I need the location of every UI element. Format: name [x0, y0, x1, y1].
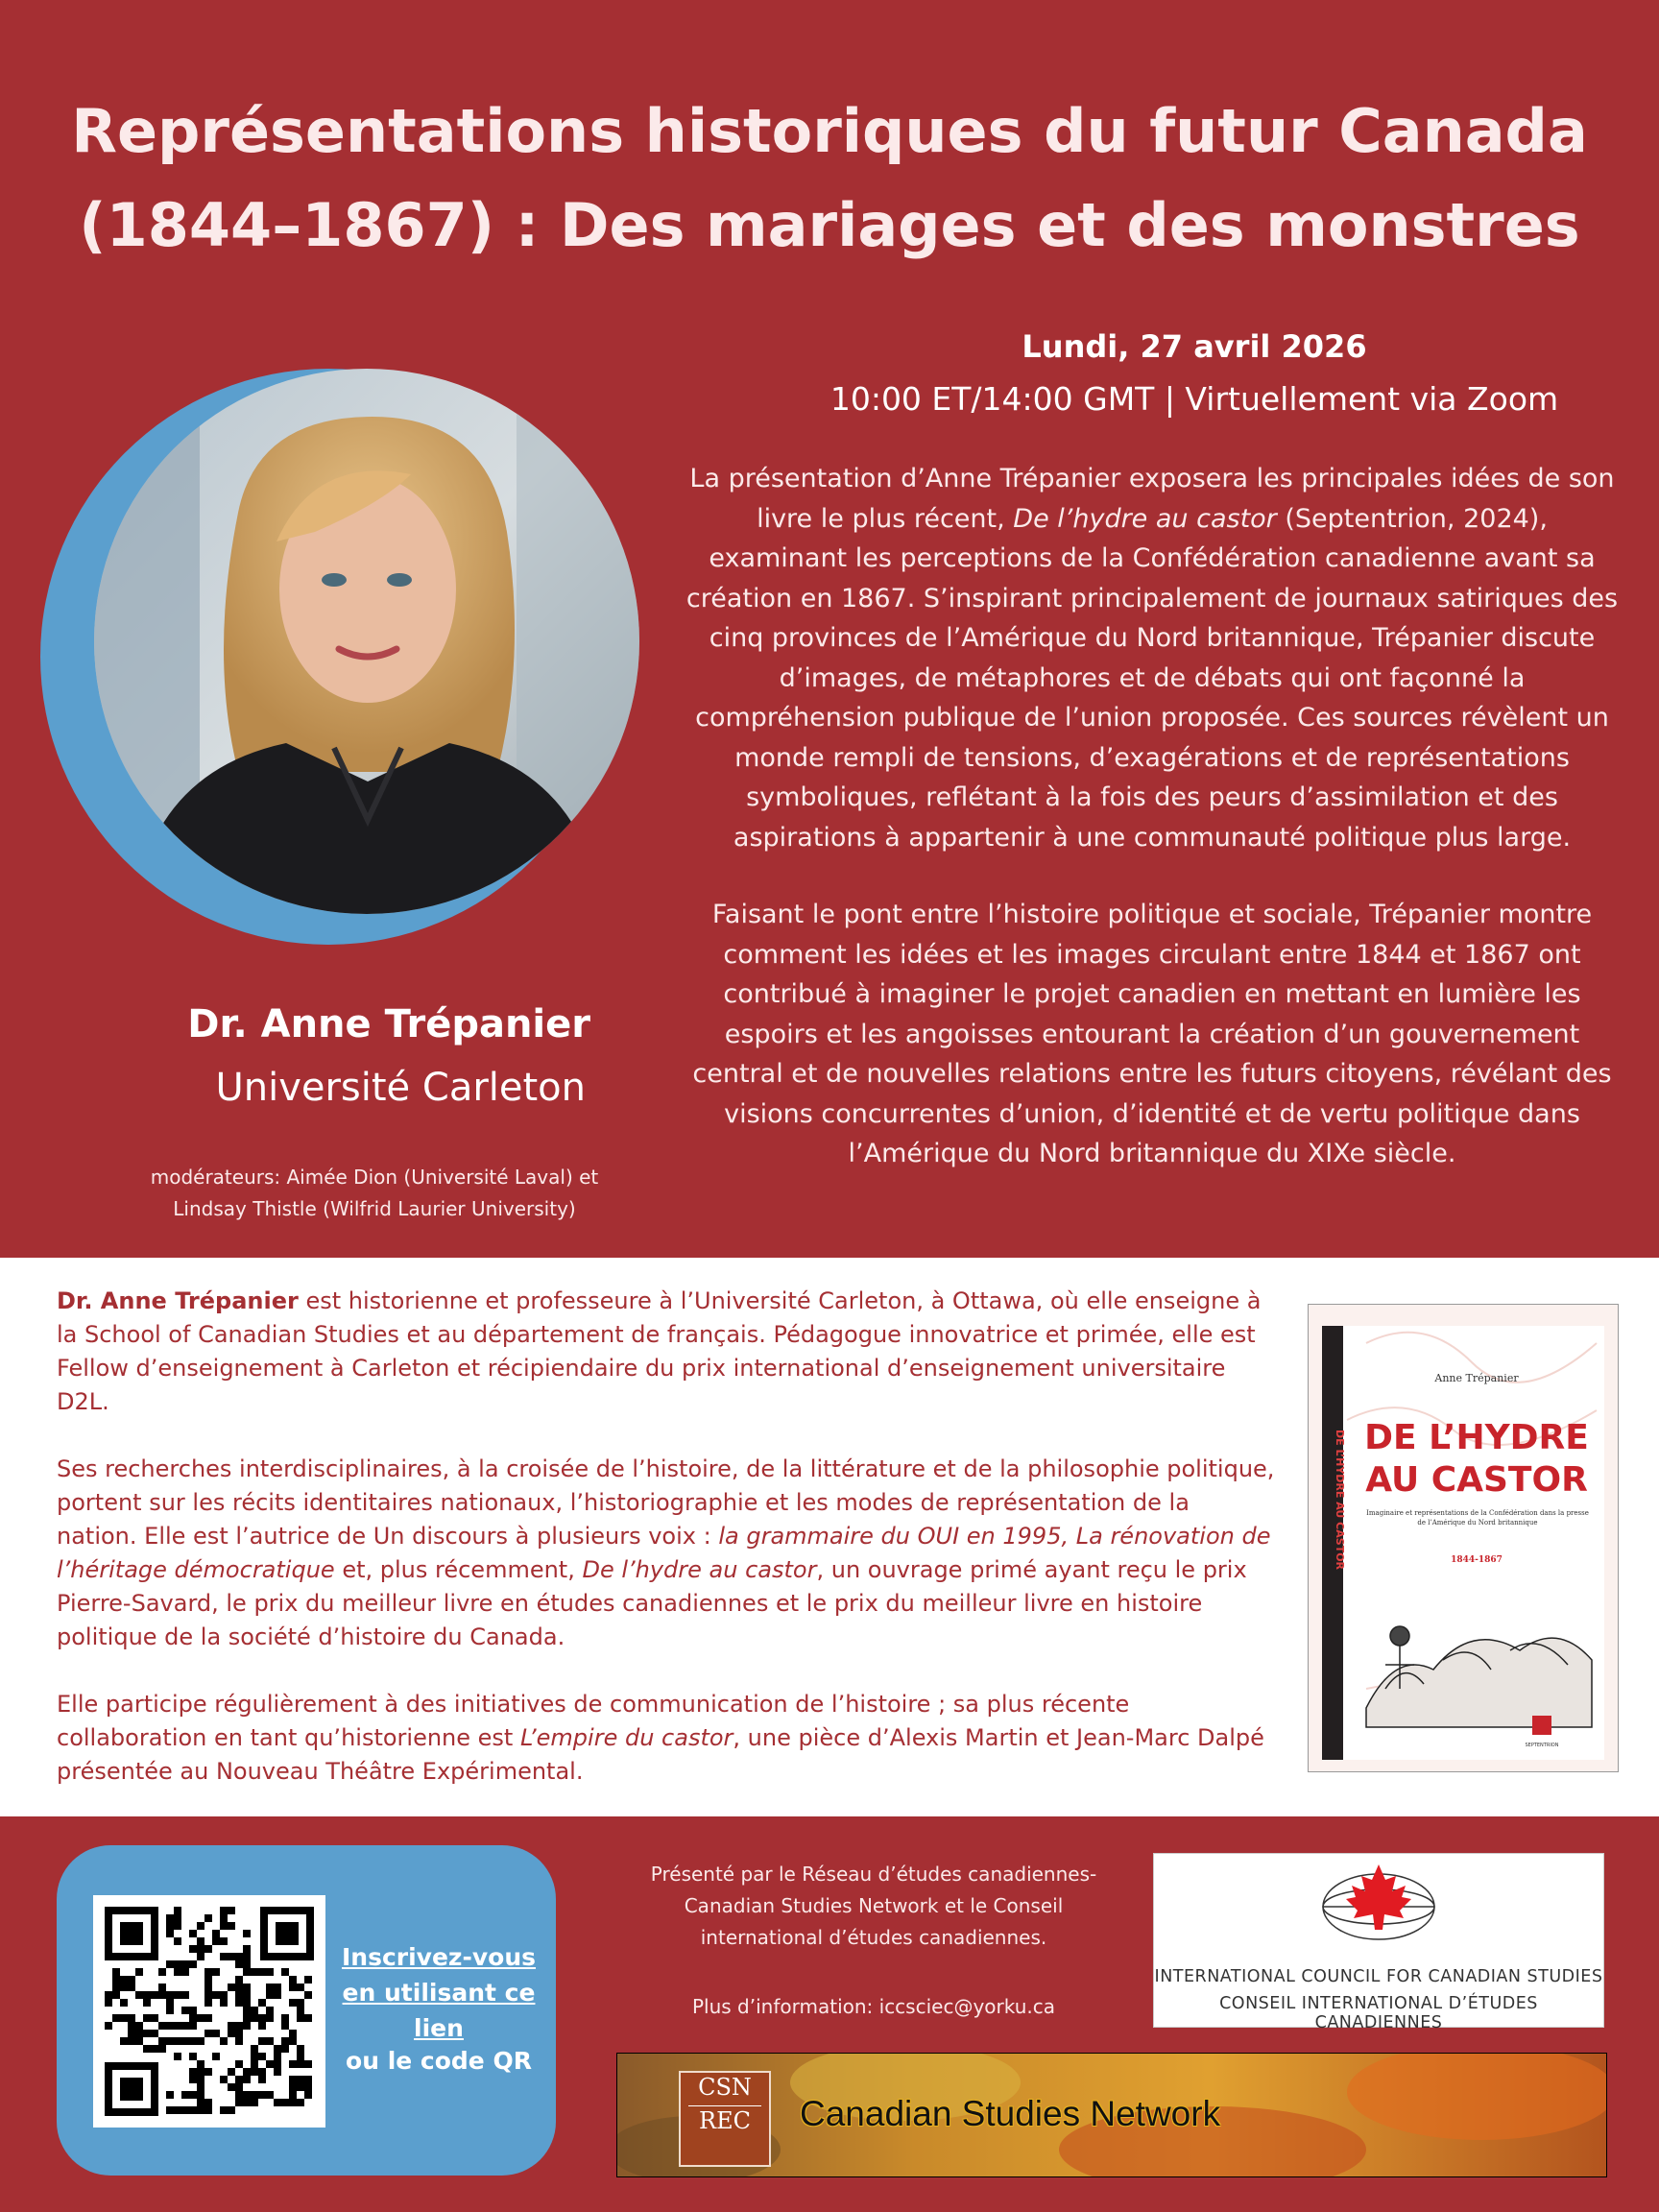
bio-p2-d: De l’hydre au castor	[582, 1556, 817, 1583]
iccs-logo	[1153, 1853, 1604, 2032]
speaker-name: Dr. Anne Trépanier	[187, 1002, 590, 1046]
iccs-name-fr: CONSEIL INTERNATIONAL D’ÉTUDES CANADIENNES	[1219, 1994, 1538, 2032]
bio-p3-b: L’empire du castor	[519, 1724, 733, 1751]
event-date: Lundi, 27 avril 2026	[1022, 328, 1367, 365]
book-title-line-1: DE L’HYDRE	[1364, 1418, 1589, 1457]
bio-p2-a: Ses recherches interdisciplinaires, à la croisée de l’histoire, de la littérature et de la philosophie politique, portent sur les récits identitaires nationaux, l’historiographie et les modes de représentation de la nation. Elle est l’autrice de Un discours à plusieurs voix :	[57, 1455, 1275, 1550]
title-line-2: (1844–1867) : Des mariages et des monstres	[79, 190, 1580, 260]
bio-p2-b: la grammaire du OUI en 1995, La rénovation de l’héritage démocratique	[57, 1523, 1271, 1583]
iccs-name-en: INTERNATIONAL COUNCIL FOR CANADIAN STUDIES	[1154, 1967, 1603, 1986]
book-subtitle: Imaginaire et représentations de la Confédération dans la presse de l’Amérique du Nord britannique	[1366, 1509, 1589, 1527]
csn-logo-top: CSN	[698, 2074, 752, 2101]
presenter-line-3: international d’études canadiennes.	[700, 1926, 1047, 1949]
book-cover	[1308, 1304, 1619, 1772]
bio-p2-e: , un ouvrage primé ayant reçu le prix Pierre-Savard, le prix du meilleur livre en études canadiennes et le prix du meilleur livre en histoire politique de la société d’histoire du Canada.	[57, 1556, 1247, 1650]
bio-text	[57, 1285, 1276, 1789]
title-line-1: Représentations historiques du futur Canada	[71, 96, 1588, 166]
speaker-photo	[94, 369, 639, 914]
event-description-1	[684, 459, 1621, 857]
presenter-line-2: Canadian Studies Network et le Conseil	[684, 1894, 1064, 1917]
desc-text-c: (Septentrion, 2024), examinant les perceptions de la Confédération canadienne avant sa création en 1867. S’inspirant principalement de journaux satiriques des cinq provinces de l’Amérique du Nord britannique, Trépanier discute d’images, de métaphores et de débats qui ont façonné la compréhension publique de l’union proposée. Ces sources révèlent un monde rempli de tensions, d’exagérations et de représentations symboliques, reflétant à la fois des peurs d’assimilation et des aspirations à appartenir à une communauté politique plus large.	[685, 503, 1619, 853]
event-title	[38, 84, 1621, 273]
csn-name: Canadian Studies Network	[800, 2094, 1221, 2133]
register-qr-text: ou le code QR	[346, 2047, 532, 2075]
iccs-globe-icon	[1154, 1854, 1603, 1960]
contact-info: Plus d’information: iccsciec@yorku.ca	[691, 1995, 1056, 2018]
bio-p3-c: , une pièce d’Alexis Martin et Jean-Marc Dalpé présentée au Nouveau Théâtre Expérimental.	[57, 1724, 1264, 1785]
moderators-line-1: modérateurs: Aimée Dion (Université Laval) et	[150, 1166, 599, 1189]
csn-logo	[679, 2071, 771, 2167]
desc-text-a: La présentation d’Anne Trépanier exposera les principales idées de son livre le plus récent,	[689, 464, 1615, 534]
register-link[interactable]: Inscrivez-vous en utilisant ce lien	[341, 1943, 537, 2042]
bio-name: Dr. Anne Trépanier	[57, 1287, 299, 1314]
bio-p1: est historienne et professeure à l’Université Carleton, à Ottawa, où elle enseigne à la School of Canadian Studies et au département de français. Pédagogue innovatrice et primée, elle est Fellow d’enseignement à Carleton et récipiendaire du prix international d’enseignement universitaire D2L.	[57, 1287, 1262, 1415]
bio-p3-a: Elle participe régulièrement à des initiatives de communication de l’histoire ; sa plus récente collaboration en tant qu’historienne est	[57, 1691, 1130, 1751]
book-years: 1844-1867	[1451, 1555, 1503, 1565]
csn-banner	[616, 2053, 1607, 2177]
book-publisher: SEPTENTRION	[1525, 1743, 1559, 1748]
book-author: Anne Trépanier	[1434, 1372, 1519, 1384]
moderators-line-2: Lindsay Thistle (Wilfrid Laurier University)	[173, 1197, 576, 1220]
desc-book-title: De l’hydre au castor	[1013, 503, 1277, 534]
book-spine-title: DE L’HYDRE AU CASTOR	[1334, 1430, 1346, 1571]
moderators	[125, 1162, 624, 1225]
event-description-2: Faisant le pont entre l’histoire politique et sociale, Trépanier montre comment les idées et les images circulant entre 1844 et 1867 ont contribué à imaginer le projet canadien en mettant en lumière les espoirs et les angoisses entourant la création d’un gouvernement central et de nouvelles relations entre les futurs citoyens, révélant des visions concurrentes d’union, d’identité et de vertu politique dans l’Amérique du Nord britannique du XIXe siècle.	[692, 900, 1612, 1168]
speaker-affiliation: Université Carleton	[215, 1066, 586, 1110]
book-title-line-2: AU CASTOR	[1365, 1460, 1588, 1500]
csn-logo-bottom: REC	[688, 2105, 761, 2135]
presenter-line-1: Présenté par le Réseau d’études canadiennes-	[650, 1863, 1097, 1886]
bio-p2-c: et, plus récemment,	[334, 1556, 583, 1583]
qr-code[interactable]	[93, 1895, 325, 2128]
presenter-text	[595, 1859, 1152, 1954]
event-time-location: 10:00 ET/14:00 GMT | Virtuellement via Zoom	[830, 380, 1559, 418]
